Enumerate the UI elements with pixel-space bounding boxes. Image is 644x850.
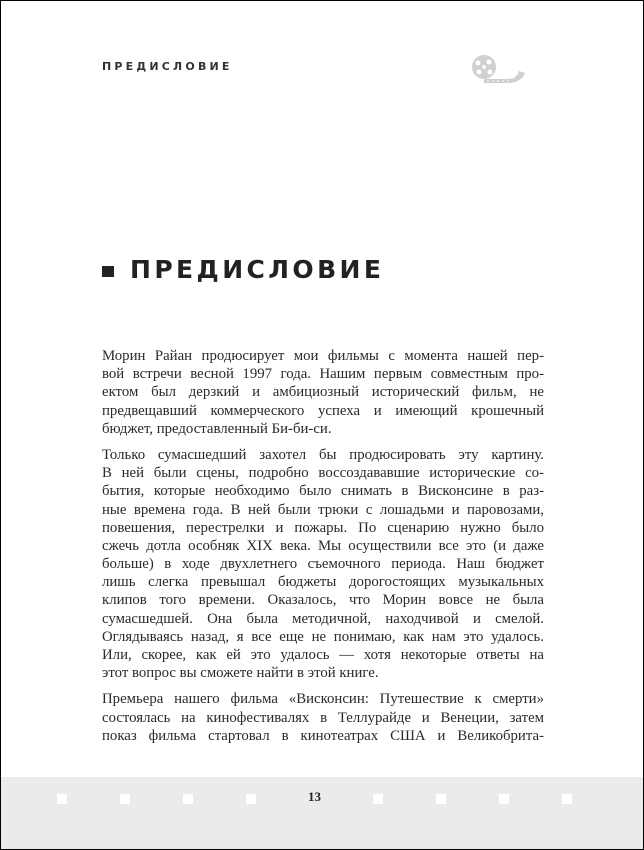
footer-decor-square (436, 794, 446, 804)
body-text (102, 347, 544, 753)
heading-bullet-square (102, 266, 114, 277)
paragraph (102, 690, 544, 745)
text-line: клипов того времени. Оказалось, что Морин вовсе не была (102, 592, 544, 609)
text-line: бытия, которые необходимо было снимать в Висконсине в раз- (102, 483, 544, 500)
footer-decor-square (499, 794, 509, 804)
footer-decor-square (373, 794, 383, 804)
text-line: Или, скорее, как ей это удалось — хотя некоторые ответы на (102, 647, 544, 663)
text-line: сжечь дотла особняк XIX века. Мы осуществили все это (и даже (102, 537, 544, 554)
text-line: Оглядываясь назад, я все еще не понимаю, как нам это удалось. (102, 628, 544, 645)
chapter-title: ПРЕДИСЛОВИЕ (130, 255, 385, 284)
paragraph (102, 446, 544, 682)
text-line: предвещавший коммерческого успеха и имеющий крошечный (102, 402, 544, 419)
text-line: больше) в ходе двухлетнего съемочного периода. Наш бюджет (102, 556, 544, 573)
footer-decor-square (120, 794, 130, 804)
page-number: 13 (308, 789, 321, 804)
text-line: повешения, перестрелки и пожары. По сценарию нужно было (102, 519, 544, 536)
footer-decor-square (183, 794, 193, 804)
text-line: В ней были сцены, подробно воссоздававшие исторические со- (102, 465, 544, 482)
page-footer (1, 777, 643, 849)
paragraph (102, 347, 544, 438)
film-reel-icon (467, 53, 527, 83)
text-line: сумасшедшей. Она была методичной, находчивой и смелой. (102, 610, 544, 627)
text-line: лишь слегка превышал бюджеты дорогостоящих музыкальных (102, 574, 544, 591)
text-line: Только сумасшедший захотел бы продюсировать эту картину. (102, 446, 544, 463)
text-line: состоялась на кинофестивалях в Теллурайде и Венеции, затем (102, 709, 544, 726)
running-header: ПРЕДИСЛОВИЕ (102, 60, 233, 73)
footer-decor-square (562, 794, 572, 804)
chapter-heading (102, 255, 384, 284)
footer-decor-square (246, 794, 256, 804)
text-line: бюджет, предоставленный Би-би-си. (102, 420, 332, 437)
footer-decor-square (57, 794, 67, 804)
text-line: Морин Райан продюсирует мои фильмы с момента нашей пер- (102, 348, 544, 364)
text-line: ные времена года. В ней были трюки с лошадьми и паровозами, (102, 501, 544, 518)
text-line: показ фильма стартовал в кинотеатрах США и Великобрита- (102, 727, 544, 744)
text-line: вой встречи весной 1997 года. Нашим первым совместным про- (102, 366, 544, 383)
text-line: Премьера нашего фильма «Висконсин: Путешествие к смерти» (102, 691, 544, 708)
text-line: ектом был дерзкий и амбициозный исторический фильм, не (102, 384, 544, 401)
text-line: этот вопрос вы сможете найти в этой книге. (102, 665, 379, 682)
